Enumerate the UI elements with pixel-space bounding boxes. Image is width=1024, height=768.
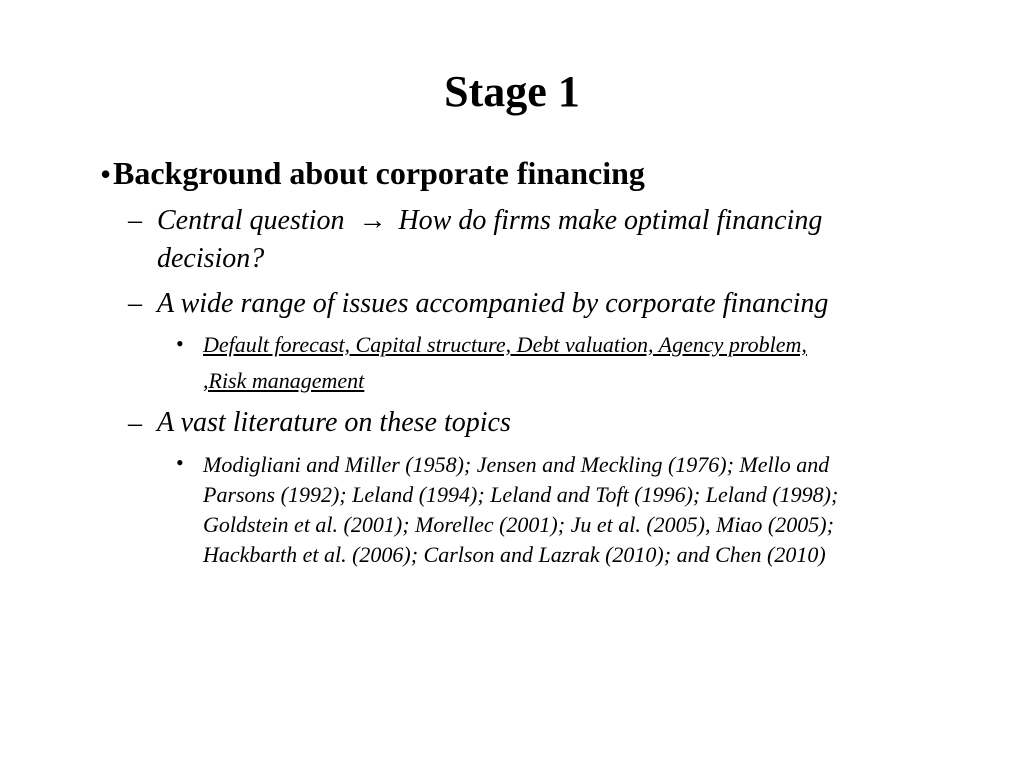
central-question-line1 [157,203,822,239]
arrow-icon: → [358,205,387,236]
dash-marker-3: – [128,408,142,439]
slide-title: Stage 1 [444,67,580,116]
dash-marker-2: – [128,288,142,319]
literature-line-4: Hackbarth et al. (2006); Carlson and Lazrak (2010); and Chen (2010) [203,542,826,567]
issues-subitem-line2: ,Risk management [203,368,365,393]
literature-item: A vast literature on these topics [157,407,511,438]
dash-marker-1: – [128,205,142,236]
bullet-marker: • [100,156,112,192]
bullet-marker-sub-2: • [176,450,184,475]
literature-line-1: Modigliani and Miller (1958); Jensen and Meckling (1976); Mello and [203,452,830,477]
central-question-label: Central question [157,205,345,236]
literature-line-2: Parsons (1992); Leland (1994); Leland and Toft (1996); Leland (1998); [203,482,839,507]
literature-line-3: Goldstein et al. (2001); Morellec (2001); Ju et al. (2005), Miao (2005); [203,512,834,537]
bullet-marker-sub-1: • [176,331,184,356]
central-question-text: How do firms make optimal financing [398,205,823,236]
issues-item: A wide range of issues accompanied by corporate financing [157,288,829,319]
bullet-heading: Background about corporate financing [113,155,645,191]
issues-subitem-line1: Default forecast, Capital structure, Debt valuation, Agency problem, [203,332,807,357]
central-question-line2: decision? [157,243,265,274]
